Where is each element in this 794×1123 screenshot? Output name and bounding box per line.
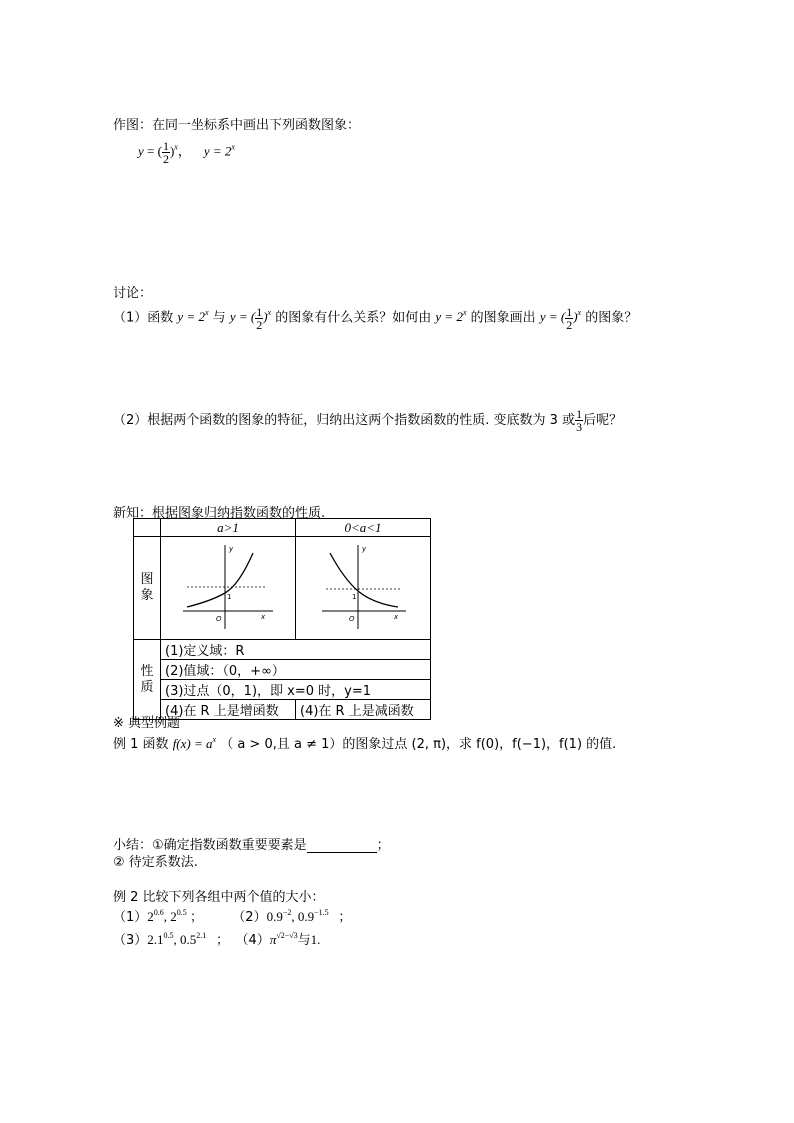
property-decreasing: (4)在 R 上是减函数 bbox=[296, 700, 431, 720]
svg-text:O: O bbox=[216, 615, 222, 623]
row-label-graph: 图 象 bbox=[134, 537, 161, 640]
row-label-properties: 性 质 bbox=[134, 640, 161, 720]
decreasing-curve-plot bbox=[296, 537, 430, 635]
answer-blank bbox=[307, 840, 377, 853]
property-domain: (1)定义域：R bbox=[161, 640, 431, 660]
function-list: y = ( $\frac{1}{2}$ )$^x$， $y = 2^x$ bbox=[138, 139, 235, 166]
svg-text:y: y bbox=[362, 545, 367, 553]
graph-increasing bbox=[161, 537, 296, 640]
property-increasing: (4)在 R 上是增函数 bbox=[161, 700, 296, 720]
svg-text:1: 1 bbox=[227, 593, 232, 601]
example-2-heading: 例 2 比较下列各组中两个值的大小： bbox=[113, 890, 325, 905]
discussion-heading: 讨论： bbox=[113, 286, 153, 301]
example-2-row-2: $(3)2.1^{0.5}$, $0.5^{2.1}$ ； $(4)\pi^{√2-√3}$与1. bbox=[113, 931, 321, 948]
svg-text:y: y bbox=[229, 545, 234, 553]
svg-text:x: x bbox=[394, 613, 399, 621]
properties-table bbox=[133, 518, 431, 720]
summary-line-2: ② 待定系数法. bbox=[113, 855, 198, 870]
property-range: (2)值域：（0，+∞） bbox=[161, 660, 431, 680]
svg-text:O: O bbox=[349, 615, 355, 623]
increasing-curve-plot bbox=[161, 537, 295, 635]
example-2-row-1: $(1)2^{0.6}$, $2^{0.5}$ ； $(2)0.9^{-2}$, $0.9^{-1.5}$ ； bbox=[113, 908, 352, 925]
svg-text:x: x bbox=[261, 613, 266, 621]
question-2: （2）根据两个函数的图象的特征，归纳出这两个指数函数的性质. 变底数为 3 或 $\frac{1}{3}$ 后呢？ bbox=[113, 407, 623, 434]
new-knowledge-heading: 新知：根据图象归纳指数函数的性质. bbox=[113, 506, 326, 521]
header-a-lt-1: 0<a<1 bbox=[296, 519, 431, 537]
property-fixed-point: (3)过点（0，1)，即 x=0 时，y=1 bbox=[161, 680, 431, 700]
example-1: 例 1 函数 $f(x) = a^x$ （ a > 0,且 a ≠ 1）的图象过点 (2, π)，求 f(0)，f(−1)，f(1) 的值. bbox=[113, 735, 617, 752]
summary-line-1: 小结：①确定指数函数重要要素是 ； bbox=[113, 838, 390, 853]
svg-text:1: 1 bbox=[352, 593, 357, 601]
header-a-gt-1: a>1 bbox=[161, 519, 296, 537]
examples-heading: ※ 典型例题 bbox=[113, 716, 181, 731]
graph-decreasing bbox=[296, 537, 431, 640]
corner-cell bbox=[134, 519, 161, 537]
task-heading: 作图：在同一坐标系中画出下列函数图象： bbox=[113, 118, 361, 133]
fraction-half: $\frac{1}{2}$ bbox=[162, 139, 169, 166]
question-1: （1）函数 $y = 2^x$ 与 y = ( $\frac{1}{2}$ )$^x$ 的图象有什么关系？如何由 $y = 2^x$ 的图象画出 y = ( $\frac{1}{2}$ )$^x$ 的图象？ bbox=[113, 305, 638, 332]
